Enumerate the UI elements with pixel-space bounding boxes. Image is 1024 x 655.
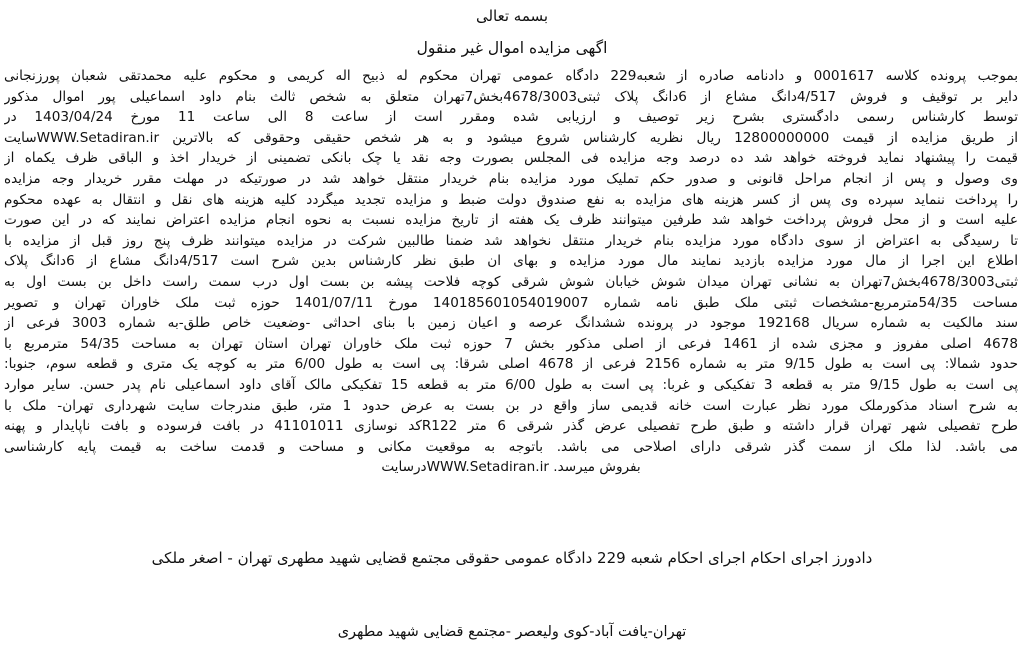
body-line: از طریق مزایده از قیمت 12800000000 ریال نظریه کارشناس شروع میشود و به هر شخص حقیقی وحقوقی که بالاترین WWW.Setadiran.irسایت xyxy=(4,129,1018,146)
body-line: مساحت 54/35مترمربع-مشخصات ثبتی ملک طبق نامه شماره 140185601054019007 مورخ 1401/07/11 حوزه ثبت ملک خاوران تهران و تصویر xyxy=(4,294,1018,311)
body-line: را پرداخت ننماید سپرده وی پس از کسر هزینه های مزایده به نفع صندوق دولت ضبط و مزایده تجدید میگردد کلیه هزینه های نقل و انتقال به عهده محکوم xyxy=(4,191,1018,208)
body-line: ثبتی4678/3003بخش7تهران به نشانی تهران میدان شوش خیابان شوش شرقی کوچه فلاحت پیشه بن بست اول درب سمت راست داخل بن بست اول به xyxy=(4,273,1018,290)
body-line: به شرح اسناد مذکورملک مورد نظر عبارت است خانه قدیمی ساز واقع در بن بست به عرض حدود 1 متر، طبق مندرجات سایت شهرداری تهران- ملک با xyxy=(4,397,1018,414)
body-line: پی است به طول 9/15 متر به قطعه 3 تفکیکی و غربا: پی است به طول 6/00 متر به قطعه 15 تفکیکی مالک آقای داود اسماعیلی نام پدر حسن. سایر موارد xyxy=(4,376,1018,393)
basmala-heading: بسمه تعالی xyxy=(475,7,549,25)
notice-body xyxy=(4,66,1018,478)
body-line: تا رسیدگی به اعتراض از سوی دادگاه مورد مزایده بنام خریدار منتقل نخواهد شد ضمنا طالبین شرکت در مزایده میتوانند ظرف پنج روز قبل از مزایده با xyxy=(4,232,1018,249)
body-line: سند مالکیت به شماره سریال 192168 موجود در پرونده ششدانگ عرصه و اعیان زمین با بنای احداثی -وضعیت خاص طلق-به شماره 3003 فرعی از xyxy=(4,315,1018,332)
body-line: حدود شمالا: پی است به طول 9/15 متر به شماره 2156 فرعی از 4678 اصلی شرقا: پی است به طول 6/00 متر به کوچه یک متری و قطعه سوم، جنوبا: xyxy=(4,356,1018,373)
body-line: طرح تفصیلی شهر تهران قرار داشته و طبق طرح تفصیلی عرض گذر شرقی 6 متر R122کد نوسازی 41101011 در بافت فرسوده و بافت ناپایدار و پهنه xyxy=(4,418,1018,435)
body-line: علیه است و از محل فروش پرداخت خواهد شد طرفین میتوانند ظرف یک هفته از تاریخ مزایده نسبت به نحوه انجام مزایده اعتراض نمایند که در این صورت xyxy=(4,212,1018,229)
body-line: بموجب پرونده کلاسه 0001617 و دادنامه صادره از شعبه229 دادگاه عمومی تهران محکوم له ذبیح اله کریمی و محکوم علیه محمدتقی شعبان پورزنجانی xyxy=(4,68,1018,84)
body-line: قیمت را پیشنهاد نماید فروخته خواهد شد ده درصد وجه مزایده فی المجلس بصورت وجه نقد یا چک بانکی تضمینی از خریدار اخذ و الباقی ظرف یکماه از xyxy=(4,150,1018,167)
body-line: وی وصول و پس از انجام مراحل قانونی و صدور حکم تملیک مورد مزایده بنام خریدار منتقل خواهد شد در صورتیکه در مهلت مقرر خریدار وجه مزایده xyxy=(4,170,1018,187)
court-address-footer: تهران-یافت آباد-کوی ولیعصر -مجتمع قضایی شهید مطهری xyxy=(337,624,687,640)
body-line-last: بفروش میرسد. WWW.Setadiran.irدرسایت xyxy=(381,459,641,476)
body-line: دایر بر توقیف و فروش 4/517دانگ مشاع از 6دانگ پلاک ثبتی4678/3003بخش7تهران متعلق به شخص ثالث بنام داود اسماعیلی پور اموال مذکور xyxy=(4,88,1018,105)
body-line: 4678 اصلی مفروز و مجزی شده از 1461 فرعی از اصلی مذکور بخش 7 حوزه ثبت ملک خاوران تهران استان تهران به مساحت 54/35 مترمربع با xyxy=(4,335,1018,352)
body-line: توسط کارشناس رسمی دادگستری بشرح زیر توصیف و ارزیابی شده ومقرر است از ساعت 8 الی ساعت 11 مورخ 1403/04/24 در xyxy=(4,109,1018,126)
body-line: اطلاع این اجرا از مال مورد مزایده بازدید نمایند مال مورد مزایده و بهای ان طبق نظر کارشناس بدین شرح است 4/517دانگ مشاع از 6دانگ پلاک xyxy=(4,253,1018,270)
notice-title: اگهی مزایده اموال غیر منقول xyxy=(416,39,608,57)
enforcement-officer-signature: دادورز اجرای احکام اجرای احکام شعبه 229 دادگاه عمومی حقوقی مجتمع قضایی شهید مطهری تهران - اصغر ملکی xyxy=(151,549,873,567)
body-line: می باشد. لذا ملک از سمت گذر شرقی دارای اصلاحی می باشد. باتوجه به موقعیت مکانی و مساحت و قدمت ساخت به قیمت پایه کارشناسی xyxy=(4,438,1018,455)
